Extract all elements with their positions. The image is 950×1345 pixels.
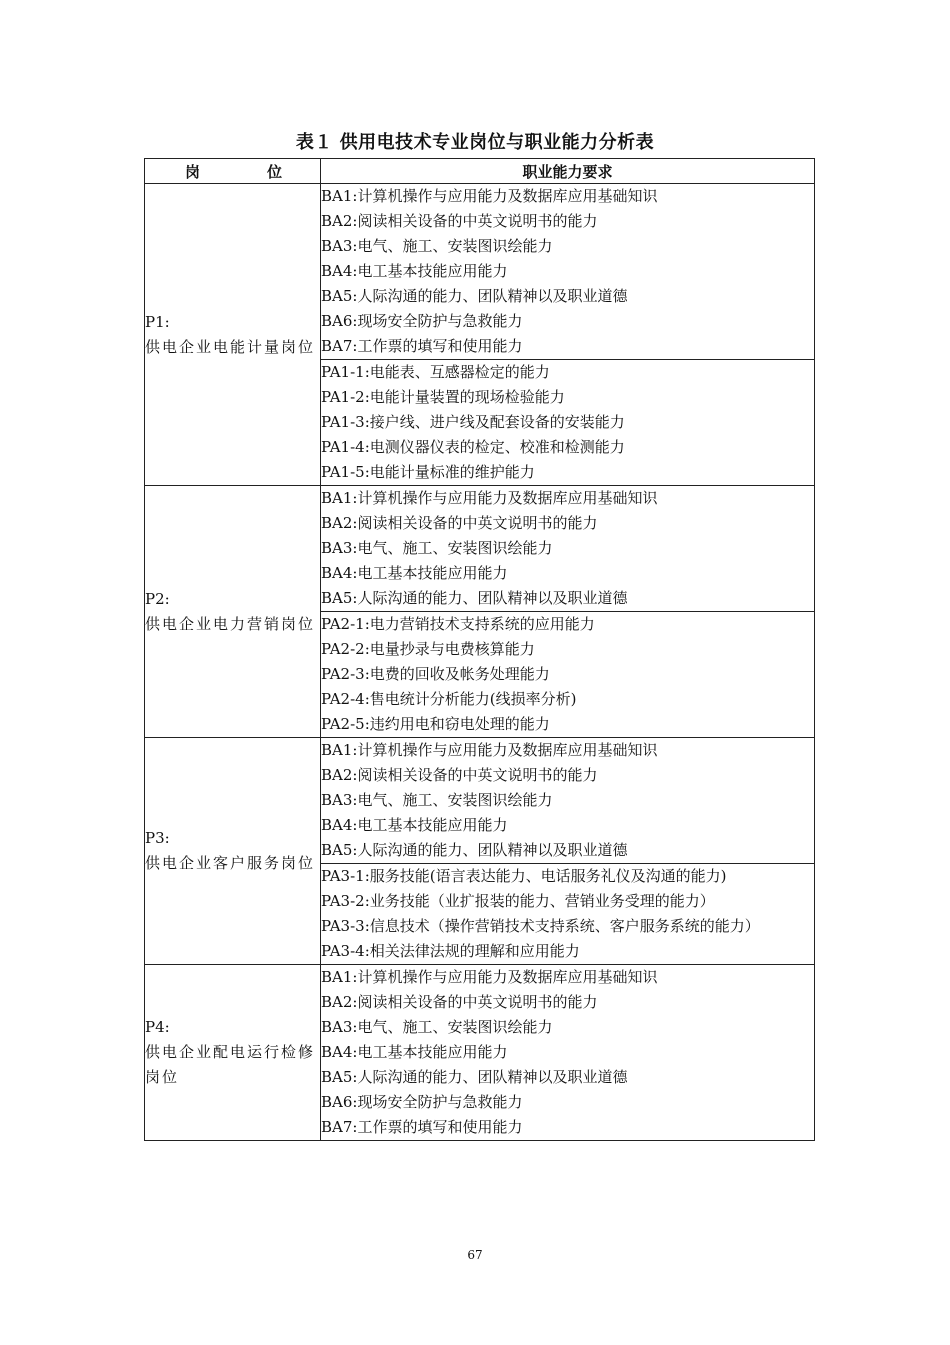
post-name: 供电企业配电运行检修岗位 [145,1043,316,1086]
post-name: 供电企业电力营销岗位 [145,614,316,633]
ability-item: BA2:阅读相关设备的中英文说明书的能力 [321,212,598,230]
ability-item: BA3:电气、施工、安装图识绘能力 [321,539,553,557]
ability-item: BA5:人际沟通的能力、团队精神以及职业道德 [321,287,628,305]
ability-item: BA2:阅读相关设备的中英文说明书的能力 [321,766,598,784]
ability-item: PA3-4:相关法律法规的理解和应用能力 [321,942,580,960]
ability-item: BA2:阅读相关设备的中英文说明书的能力 [321,993,598,1011]
header-ability: 职业能力要求 [321,159,815,184]
ability-item: BA7:工作票的填写和使用能力 [321,337,523,355]
post-code: P1: [145,312,170,331]
ability-item: BA3:电气、施工、安装图识绘能力 [321,791,553,809]
table-row-p2-group-1 [145,486,815,612]
ability-cell-p4-basic [321,965,815,1141]
ability-cell-p2-post [321,612,815,738]
ability-item: BA3:电气、施工、安装图识绘能力 [321,237,553,255]
post-name: 供电企业电能计量岗位 [145,337,316,356]
table-header-row [145,159,815,184]
ability-item: BA1:计算机操作与应用能力及数据库应用基础知识 [321,741,658,759]
ability-item: PA1-5:电能计量标准的维护能力 [321,463,535,481]
ability-item: BA4:电工基本技能应用能力 [321,816,508,834]
ability-item: BA3:电气、施工、安装图识绘能力 [321,1018,553,1036]
ability-cell-p3-basic [321,738,815,864]
ability-item: BA7:工作票的填写和使用能力 [321,1118,523,1136]
ability-cell-p1-post [321,360,815,486]
ability-item: BA4:电工基本技能应用能力 [321,262,508,280]
header-post-char-2: 位 [266,162,282,181]
ability-item: BA6:现场安全防护与急救能力 [321,1093,523,1111]
page-title: 表１ 供用电技术专业岗位与职业能力分析表 [295,132,655,153]
post-name: 供电企业客户服务岗位 [145,854,316,872]
post-code: P2: [145,589,170,608]
table-row-p1-group-1 [145,184,815,360]
ability-item: PA1-2:电能计量装置的现场检验能力 [321,388,565,406]
post-cell-p2 [145,486,321,738]
post-code: P3: [145,829,170,847]
ability-item: BA4:电工基本技能应用能力 [321,564,508,582]
ability-item: PA1-4:电测仪器仪表的检定、校准和检测能力 [321,438,625,456]
ability-item: PA2-5:违约用电和窃电处理的能力 [321,715,550,733]
post-cell-p1 [145,184,321,486]
table-row-p3-group-1 [145,738,815,864]
ability-item: PA2-4:售电统计分析能力(线损率分析) [321,690,577,708]
ability-item: BA5:人际沟通的能力、团队精神以及职业道德 [321,589,628,607]
ability-item: BA5:人际沟通的能力、团队精神以及职业道德 [321,841,628,859]
ability-item: BA5:人际沟通的能力、团队精神以及职业道德 [321,1068,628,1086]
ability-cell-p2-basic [321,486,815,612]
ability-item: PA2-2:电量抄录与电费核算能力 [321,640,535,658]
ability-cell-p3-post [321,864,815,965]
ability-item: BA6:现场安全防护与急救能力 [321,312,523,330]
ability-item: BA2:阅读相关设备的中英文说明书的能力 [321,514,598,532]
ability-item: BA1:计算机操作与应用能力及数据库应用基础知识 [321,187,658,205]
post-ability-table [144,158,815,1141]
post-code: P4: [145,1018,170,1036]
ability-item: PA2-1:电力营销技术支持系统的应用能力 [321,615,595,633]
ability-item: PA3-1:服务技能(语言表达能力、电话服务礼仪及沟通的能力) [321,867,727,885]
header-post [145,159,321,184]
ability-item: PA3-3:信息技术（操作营销技术支持系统、客户服务系统的能力） [321,917,760,935]
ability-item: BA1:计算机操作与应用能力及数据库应用基础知识 [321,489,658,507]
ability-item: BA4:电工基本技能应用能力 [321,1043,508,1061]
ability-item: PA1-3:接户线、进户线及配套设备的安装能力 [321,413,625,431]
post-cell-p4 [145,965,321,1141]
ability-item: PA2-3:电费的回收及帐务处理能力 [321,665,550,683]
ability-item: BA1:计算机操作与应用能力及数据库应用基础知识 [321,968,658,986]
ability-cell-p1-basic [321,184,815,360]
table-row-p4-group-1 [145,965,815,1141]
header-post-char-1: 岗 [185,162,201,181]
ability-item: PA1-1:电能表、互感器检定的能力 [321,363,550,381]
page-number: 67 [467,1248,483,1262]
ability-item: PA3-2:业务技能（业扩报装的能力、营销业务受理的能力） [321,892,715,910]
post-cell-p3 [145,738,321,965]
